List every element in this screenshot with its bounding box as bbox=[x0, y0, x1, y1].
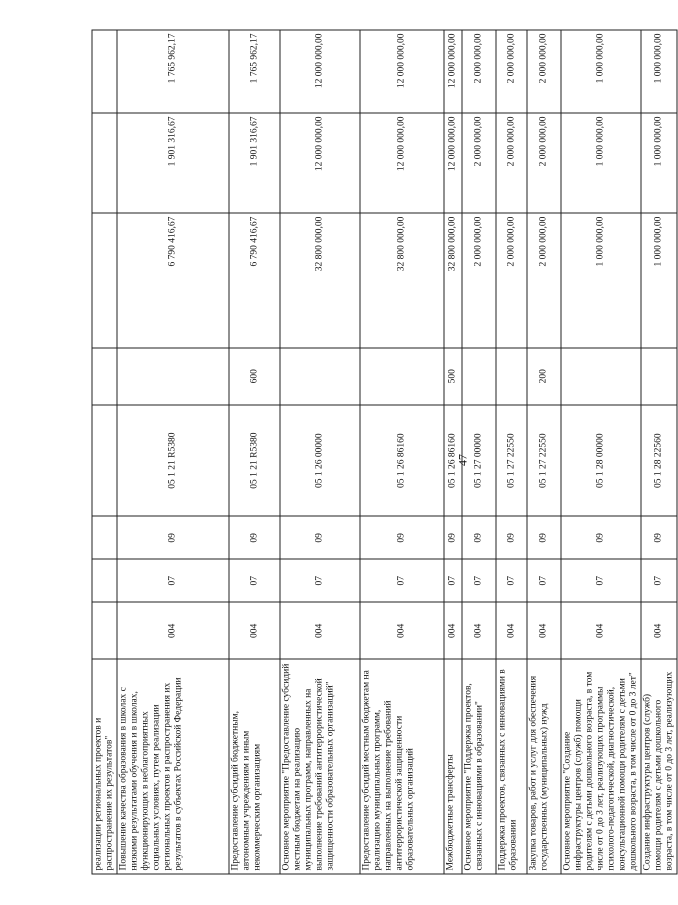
cell-expense-type: 200 bbox=[527, 348, 561, 405]
cell-amount-1: 2 000 000,00 bbox=[527, 213, 561, 347]
cell-amount-3: 12 000 000,00 bbox=[280, 30, 360, 113]
cell-subsection: 09 bbox=[561, 516, 641, 559]
cell-amount-1: 1 000 000,00 bbox=[561, 213, 641, 347]
cell-section: 07 bbox=[229, 559, 280, 602]
cell-subsection: 09 bbox=[641, 516, 677, 559]
cell-org-code: 004 bbox=[496, 602, 527, 659]
cell-amount-3: 12 000 000,00 bbox=[444, 30, 462, 113]
cell-expense-type bbox=[360, 348, 444, 405]
cell-description: Предоставление субсидий местным бюджетам на реализацию муниципальных программ, направленных на выполнение требований антитеррористической защищенности образовательных организаций bbox=[360, 659, 444, 874]
cell-org-code bbox=[92, 602, 117, 659]
cell-expense-type bbox=[117, 348, 229, 405]
table-row bbox=[92, 30, 117, 874]
cell-amount-2: 1 000 000,00 bbox=[561, 113, 641, 213]
cell-amount-3: 1 000 000,00 bbox=[641, 30, 677, 113]
cell-section: 07 bbox=[462, 559, 496, 602]
cell-subsection: 09 bbox=[229, 516, 280, 559]
cell-target-article: 05 1 28 00000 bbox=[561, 405, 641, 517]
cell-section: 07 bbox=[527, 559, 561, 602]
cell-amount-3: 1 765 962,17 bbox=[229, 30, 280, 113]
cell-expense-type bbox=[496, 348, 527, 405]
cell-org-code: 004 bbox=[527, 602, 561, 659]
table-row bbox=[561, 30, 641, 874]
cell-description: Предоставление субсидий бюджетным, автономным учреждениям и иным некоммерческим организациям bbox=[229, 659, 280, 874]
cell-target-article: 05 1 27 22550 bbox=[527, 405, 561, 517]
cell-amount-1: 32 800 000,00 bbox=[360, 213, 444, 347]
cell-description: Основное мероприятие "Предоставление субсидий местным бюджетам на реализацию муниципальных программ, направленных на выполнение требований антитеррористической защищенности образовательных организаций" bbox=[280, 659, 360, 874]
cell-section: 07 bbox=[360, 559, 444, 602]
cell-section: 07 bbox=[117, 559, 229, 602]
cell-target-article: 05 1 21 R5380 bbox=[117, 405, 229, 517]
cell-target-article: 05 1 26 86160 bbox=[360, 405, 444, 517]
cell-org-code: 004 bbox=[117, 602, 229, 659]
cell-expense-type bbox=[462, 348, 496, 405]
table-row bbox=[360, 30, 444, 874]
cell-org-code: 004 bbox=[641, 602, 677, 659]
cell-section: 07 bbox=[280, 559, 360, 602]
cell-amount-2: 12 000 000,00 bbox=[360, 113, 444, 213]
cell-section bbox=[92, 559, 117, 602]
cell-target-article: 05 1 26 00000 bbox=[280, 405, 360, 517]
table-row bbox=[641, 30, 677, 874]
cell-expense-type bbox=[280, 348, 360, 405]
cell-amount-1: 6 790 416,67 bbox=[229, 213, 280, 347]
page-number: 47 bbox=[455, 454, 470, 466]
cell-target-article: 05 1 26 86160 bbox=[444, 405, 462, 517]
cell-org-code: 004 bbox=[360, 602, 444, 659]
cell-amount-1 bbox=[92, 213, 117, 347]
cell-description: реализации региональных проектов и распространение их результатов" bbox=[92, 659, 117, 874]
cell-subsection: 09 bbox=[462, 516, 496, 559]
cell-expense-type bbox=[561, 348, 641, 405]
cell-target-article bbox=[92, 405, 117, 517]
cell-target-article: 05 1 27 22550 bbox=[496, 405, 527, 517]
cell-org-code: 004 bbox=[280, 602, 360, 659]
cell-amount-2: 2 000 000,00 bbox=[527, 113, 561, 213]
cell-amount-3: 1 765 962,17 bbox=[117, 30, 229, 113]
cell-amount-2: 2 000 000,00 bbox=[462, 113, 496, 213]
cell-subsection: 09 bbox=[360, 516, 444, 559]
cell-amount-3: 2 000 000,00 bbox=[496, 30, 527, 113]
budget-table bbox=[92, 30, 678, 875]
cell-amount-3 bbox=[92, 30, 117, 113]
table-row bbox=[280, 30, 360, 874]
cell-subsection bbox=[92, 516, 117, 559]
cell-amount-2 bbox=[92, 113, 117, 213]
cell-amount-3: 12 000 000,00 bbox=[360, 30, 444, 113]
cell-description: Закупка товаров, работ и услуг для обеспечения государственных (муниципальных) нужд bbox=[527, 659, 561, 874]
cell-amount-1: 2 000 000,00 bbox=[462, 213, 496, 347]
table-row bbox=[527, 30, 561, 874]
cell-section: 07 bbox=[444, 559, 462, 602]
cell-description: Основное мероприятие "Создание инфраструктуры центров (служб) помощи родителям с детьми дошкольного возраста, в том числе от 0 до 3 лет, реализующих программы психолого-педагогической, диагностической, консультационной помощи родителям с детьми дошкольного возраста, в том числе от 0 до 3 лет" bbox=[561, 659, 641, 874]
cell-target-article: 05 1 28 22560 bbox=[641, 405, 677, 517]
cell-org-code: 004 bbox=[561, 602, 641, 659]
cell-description: Создание инфраструктуры центров (служб) помощи родителям с детьми дошкольного возраста, в том числе от 0 до 3 лет, реализующих bbox=[641, 659, 677, 874]
table-row bbox=[496, 30, 527, 874]
cell-section: 07 bbox=[561, 559, 641, 602]
cell-amount-2: 1 901 316,67 bbox=[229, 113, 280, 213]
cell-target-article: 05 1 21 R5380 bbox=[229, 405, 280, 517]
cell-description: Повышение качества образования в школах с низкими результатами обучения и в школах, функционирующих в неблагоприятных социальных условиях, путем реализации региональных проектов и распространения их результатов в субъектах Российской Федерации bbox=[117, 659, 229, 874]
cell-amount-1: 32 800 000,00 bbox=[280, 213, 360, 347]
cell-description: Основное мероприятие "Поддержка проектов, связанных с инновациями в образовании" bbox=[462, 659, 496, 874]
cell-amount-3: 1 000 000,00 bbox=[561, 30, 641, 113]
cell-amount-2: 1 901 316,67 bbox=[117, 113, 229, 213]
table-body bbox=[92, 30, 677, 874]
cell-subsection: 09 bbox=[117, 516, 229, 559]
cell-amount-3: 2 000 000,00 bbox=[527, 30, 561, 113]
cell-org-code: 004 bbox=[229, 602, 280, 659]
cell-amount-2: 12 000 000,00 bbox=[444, 113, 462, 213]
cell-amount-1: 32 800 000,00 bbox=[444, 213, 462, 347]
cell-amount-3: 2 000 000,00 bbox=[462, 30, 496, 113]
cell-amount-1: 1 000 000,00 bbox=[641, 213, 677, 347]
cell-subsection: 09 bbox=[280, 516, 360, 559]
cell-section: 07 bbox=[496, 559, 527, 602]
budget-table-wrapper bbox=[92, 30, 675, 875]
cell-org-code: 004 bbox=[444, 602, 462, 659]
cell-target-article: 05 1 27 00000 bbox=[462, 405, 496, 517]
table-row bbox=[462, 30, 496, 874]
table-row bbox=[444, 30, 462, 874]
cell-org-code: 004 bbox=[462, 602, 496, 659]
cell-amount-1: 2 000 000,00 bbox=[496, 213, 527, 347]
cell-amount-2: 12 000 000,00 bbox=[280, 113, 360, 213]
cell-amount-2: 1 000 000,00 bbox=[641, 113, 677, 213]
cell-expense-type bbox=[92, 348, 117, 405]
table-row bbox=[229, 30, 280, 874]
cell-expense-type: 600 bbox=[229, 348, 280, 405]
cell-subsection: 09 bbox=[444, 516, 462, 559]
cell-subsection: 09 bbox=[527, 516, 561, 559]
cell-subsection: 09 bbox=[496, 516, 527, 559]
cell-expense-type: 500 bbox=[444, 348, 462, 405]
cell-amount-1: 6 790 416,67 bbox=[117, 213, 229, 347]
cell-section: 07 bbox=[641, 559, 677, 602]
cell-description: Межбюджетные трансферты bbox=[444, 659, 462, 874]
table-row bbox=[117, 30, 229, 874]
cell-amount-2: 2 000 000,00 bbox=[496, 113, 527, 213]
cell-description: Поддержка проектов, связанных с инновациями в образовании bbox=[496, 659, 527, 874]
cell-expense-type bbox=[641, 348, 677, 405]
